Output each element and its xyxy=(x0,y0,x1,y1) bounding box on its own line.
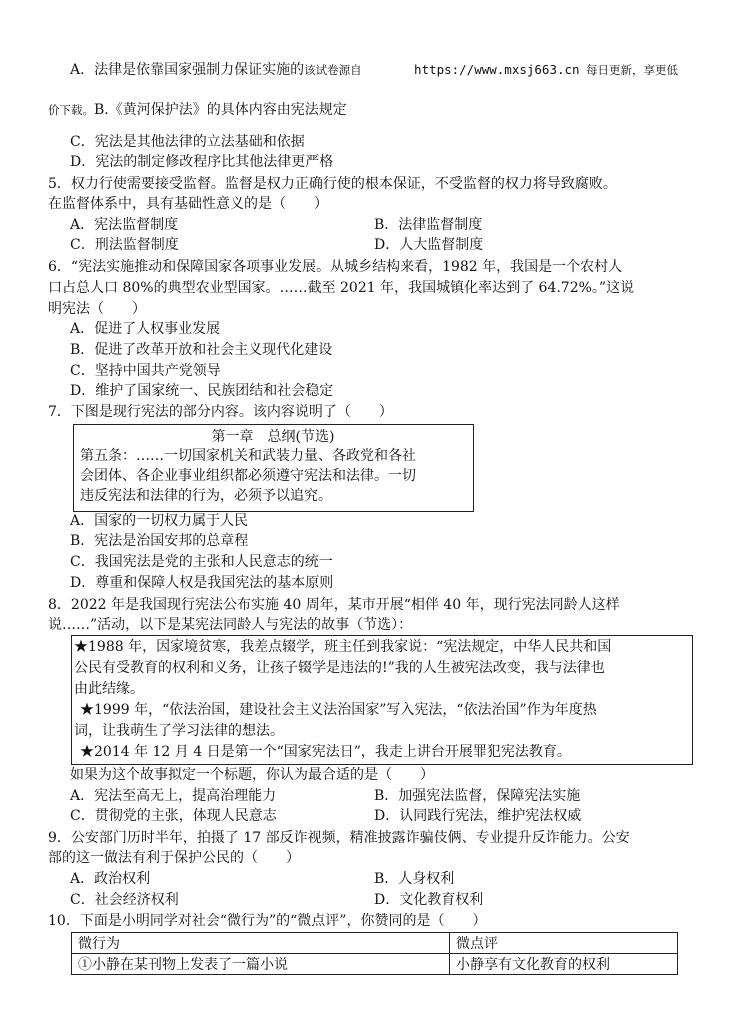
q7-box-title: 第一章 总纲(节选) xyxy=(211,429,335,445)
q5-stem-line-2: 在监督体系中，具有基础性意义的是（ ） xyxy=(48,196,328,212)
q9-option-a: A．政治权利 xyxy=(70,871,151,887)
q7-box-line-3: 违反宪法和法律的行为，必须予以追究。 xyxy=(80,488,332,504)
watermark-prefix: 该试卷源自 xyxy=(304,63,362,77)
q8-box-line-5: 词，让我萌生了学习法律的想法。 xyxy=(74,723,284,739)
q8-box-line-2: 公民有受教育的权利和义务，让孩子辍学是违法的!”我的人生被宪法改变，我与法律也 xyxy=(74,660,605,676)
q7-option-c: C．我国宪法是党的主张和人民意志的统一 xyxy=(70,554,333,570)
q5-option-b: B．法律监督制度 xyxy=(374,217,483,233)
q8-box-line-3: 由此结缘。 xyxy=(74,681,144,697)
q9-option-d: D．文化教育权利 xyxy=(374,892,484,908)
q10-header-comment: 微点评 xyxy=(450,933,678,954)
q4-option-a: A．法律是依靠国家强制力保证实施的 xyxy=(70,62,305,78)
q7-option-a: A．国家的一切权力属于人民 xyxy=(70,513,249,529)
q7-option-b: B．宪法是治国安邦的总章程 xyxy=(70,533,249,549)
q9-option-c: C．社会经济权利 xyxy=(70,892,179,908)
watermark-suffix: 每日更新，享更低 xyxy=(586,63,678,77)
q8-box-line-4: ★1999 年，“依法治国，建设社会主义法治国家”写入宪法，“依法治国”作为年度热 xyxy=(80,702,597,718)
q8-stem-line-1: 8．2022 年是我国现行宪法公布实施 40 周年，某市开展“相伴 40 年，现行宪法同龄人这样 xyxy=(48,597,620,613)
q8-stem-line-3: 如果为这个故事拟定一个标题，你认为最合适的是（ ） xyxy=(70,767,434,783)
q4-option-d: D．宪法的制定修改程序比其他法律更严格 xyxy=(70,154,334,170)
q8-stem-line-2: 说……”活动，以下是某宪法同龄人与宪法的故事（节选）： xyxy=(48,617,413,633)
q10-row1-behavior: ①小静在某刊物上发表了一篇小说 xyxy=(72,954,450,975)
table-row xyxy=(72,954,678,975)
q10-table xyxy=(71,932,678,975)
q9-stem-line-2: 部的这一做法有利于保护公民的（ ） xyxy=(48,850,300,866)
q4-option-a-line xyxy=(70,60,362,80)
q7-box-line-2: 会团体、各企业事业组织都必须遵守宪法和法律。一切 xyxy=(80,468,416,484)
q5-option-d: D．人大监督制度 xyxy=(374,237,484,253)
q8-box-line-1: ★1988 年，因家境贫寒，我差点辍学，班主任到我家说：“宪法规定，中华人民共和国 xyxy=(74,639,612,655)
q9-option-b: B．人身权利 xyxy=(374,871,455,887)
q6-option-d: D．维护了国家统一、民族团结和社会稳定 xyxy=(70,383,334,399)
table-row xyxy=(72,933,678,954)
q6-option-a: A．促进了人权事业发展 xyxy=(70,321,221,337)
q5-option-a: A．宪法监督制度 xyxy=(70,217,179,233)
q6-stem-line-2: 口占总人口 80%的典型农业型国家。……截至 2021 年，我国城镇化率达到了 64.72%。”这说 xyxy=(48,280,635,296)
q8-option-a: A．宪法至高无上，提高治理能力 xyxy=(70,788,277,804)
q9-stem-line-1: 9．公安部门历时半年，拍摄了 17 部反诈视频，精准披露诈骗伎俩、专业提升反诈能力。公安 xyxy=(48,830,630,846)
q10-header-behavior: 微行为 xyxy=(72,933,450,954)
q5-stem-line-1: 5．权力行使需要接受监督。监督是权力正确行使的根本保证，不受监督的权力将导致腐败。 xyxy=(48,176,617,192)
q6-stem-line-3: 明宪法（ ） xyxy=(48,301,146,317)
q8-box-line-6: ★2014 年 12 月 4 日是第一个“国家宪法日”，我走上讲台开展罪犯宪法教育。 xyxy=(80,744,571,760)
q7-option-d: D．尊重和保障人权是我国宪法的基本原则 xyxy=(70,575,334,591)
watermark-url[interactable]: https://www.mxsj663.cn xyxy=(414,62,580,77)
q8-option-b: B．加强宪法监督，保障宪法实施 xyxy=(374,788,581,804)
q6-stem-line-1: 6．“宪法实施推动和保障国家各项事业发展。从城乡结构来看，1982 年，我国是一个农村人 xyxy=(48,259,623,275)
q4-option-b-line xyxy=(48,100,347,120)
q6-option-b: B．促进了改革开放和社会主义现代化建设 xyxy=(70,342,333,358)
q6-option-c: C．坚持中国共产党领导 xyxy=(70,363,221,379)
q7-box-line-1: 第五条：……一切国家机关和武装力量、各政党和各社 xyxy=(80,448,416,464)
q5-option-c: C．刑法监督制度 xyxy=(70,237,179,253)
q10-row1-comment: 小静享有文化教育的权利 xyxy=(450,954,678,975)
q8-option-d: D．认同践行宪法，维护宪法权威 xyxy=(374,808,582,824)
q8-option-c: C．贯彻党的主张，体现人民意志 xyxy=(70,808,277,824)
q4-option-b: B.《黄河保护法》的具体内容由宪法规定 xyxy=(94,102,347,118)
q10-stem: 10．下面是小明同学对社会“微行为”的“微点评”，你赞同的是（ ） xyxy=(48,913,487,929)
q4-option-c: C．宪法是其他法律的立法基础和依据 xyxy=(70,134,305,150)
q7-stem: 7．下图是现行宪法的部分内容。该内容说明了（ ） xyxy=(48,404,393,420)
watermark-continuation: 价下载。 xyxy=(48,103,94,117)
